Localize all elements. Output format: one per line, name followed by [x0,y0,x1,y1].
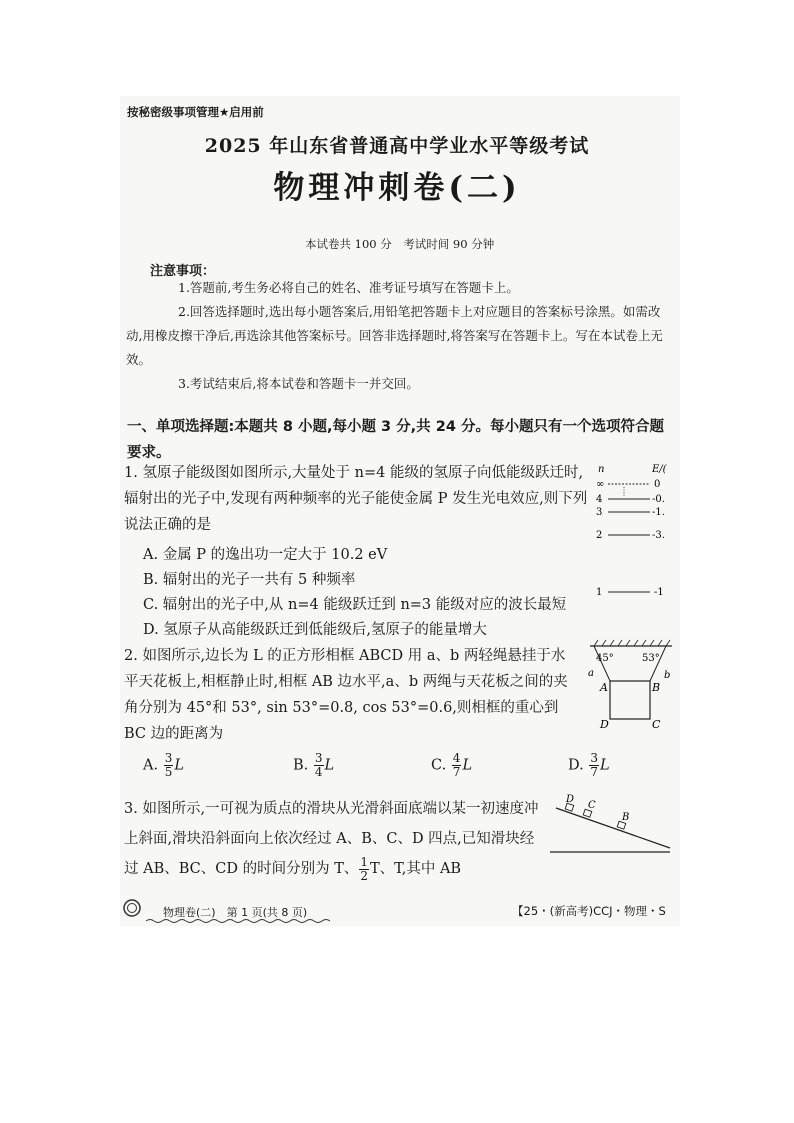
angle-a-label: 45° [596,653,614,664]
footer-wavy-line [146,918,336,924]
footer-page-info: 物理卷(二) 第 1 页(共 8 页) [163,906,308,919]
point-d-label: D [566,794,575,805]
incline-diagram [546,792,674,862]
q1-stem: 1. 氢原子能级图如图所示,大量处于 n=4 能级的氢原子向低能级跃迁时,辐射出的光子中,发现有两种频率的光子能使金属 P 发生光电效应,则下列说法正确的是 [124,465,588,533]
angle-b-label: 53° [642,653,660,664]
exam-info: 本试卷共 100 分 考试时间 90 分钟 [305,237,495,251]
q2-option-a-label: A. [143,757,159,774]
level-e-1: -1 [654,587,664,598]
q2-option-a-fraction: $\frac{3}{5}$ [164,751,173,779]
q1-option-d: D. 氢原子从高能级跃迁到低能级后,氢原子的能量增大 [143,622,487,638]
q1-option-a: A. 金属 P 的逸出功一定大于 10.2 eV [143,547,388,563]
q2-option-d-fraction: $\frac{3}{7}$ [590,751,598,779]
q2-option-b [293,752,334,779]
vertex-b-label: B [652,681,661,694]
level-e-inf: 0 [654,479,661,490]
q1-option-c: C. 辐射出的光子中,从 n=4 能级跃迁到 n=3 能级对应的波长最短 [143,597,567,613]
q1-option-b: B. 辐射出的光子一共有 5 种频率 [143,572,356,588]
level-e-4: -0. [652,494,665,505]
level-e-2: -3. [652,530,665,541]
q3-stem-fraction: $\frac{1}{2}$ [360,854,369,883]
notice-title: 注意事项： [150,264,216,279]
q2-option-d-label: D. [568,757,584,774]
q2-option-d [568,752,610,779]
level-n-1: 1 [596,587,603,598]
vertex-a-label: A [600,681,608,694]
footer-code: 【25・(新高考)CCJ・物理・S [512,904,666,918]
energy-col-e: E/( [652,464,667,475]
q2-stem: 2. 如图所示,边长为 L 的正方形相框 ABCD 用 a、b 两轻绳悬挂于水平天花板上,相框静止时,相框 AB 边水平,a、b 两绳与天花板之间的夹角分别为 45°和 53°, sin 53°=0.8, cos 53°=0.6,则相框的重心到 BC 边的距离为 [124,648,568,742]
q2-option-b-fraction: $\frac{3}{4}$ [314,751,323,779]
q3-stem-part1: 3. 如图所示,一可视为质点的滑块从光滑斜面底端以某一初速度冲上斜面,滑块沿斜面向上依次经过 A、B、C、D 四点,已知滑块经过 AB、BC、CD 的时间分别为 T、 [124,801,539,877]
confidential-label: 按秘密级事项管理★启用前 [127,105,264,119]
q3-stem [124,794,546,884]
notice-item-1: 1.答题前,考生务必将自己的姓名、准考证号填写在答题卡上。 [178,280,519,295]
logo-circle-icon [122,898,142,918]
level-n-3: 3 [596,507,603,518]
energy-col-n: n [598,464,605,475]
point-b-label: B [622,812,630,823]
vertex-d-label: D [600,718,609,731]
point-c-label: C [588,800,596,811]
section-heading: 一、单项选择题:本题共 8 小题,每小题 3 分,共 24 分。每小题只有一个选项符合题要求。 [127,419,664,461]
level-e-3: -1. [652,507,665,518]
paper-title: 物理冲刺卷(二) [273,170,521,206]
q2-option-c-label: C. [431,757,447,774]
q2-option-a [143,752,184,779]
q2-option-c-fraction: $\frac{4}{7}$ [452,751,461,779]
vertex-c-label: C [652,718,661,731]
q2-option-b-label: B. [293,757,309,774]
q2-option-a-var: L [174,757,184,774]
q3-stem-part2: T、T,其中 AB [370,861,462,877]
rope-b-label: b [664,670,671,681]
q2-option-c-var: L [462,757,473,774]
level-n-2: 2 [596,530,603,541]
notice-item-3: 3.考试结束后,将本试卷和答题卡一并交回。 [178,376,419,391]
notice-item-2: 2.回答选择题时,选出每小题答案后,用铅笔把答题卡上对应题目的答案标号涂黑。如需改动,用橡皮擦干净后,再选涂其他答案标号。回答非选择题时,将答案写在答题卡上。写在本试卷上无效。 [126,304,663,367]
q2-option-d-var: L [599,757,610,774]
frame-hanging-diagram [580,636,676,736]
rope-a-label: a [588,668,594,679]
q2-option-b-var: L [324,757,335,774]
level-n-4: 4 [596,494,603,505]
energy-level-diagram [594,460,674,600]
level-n-inf: ∞ [596,479,605,490]
exam-title: 2025 年山东省普通高中学业水平等级考试 [204,135,590,157]
q2-option-c [431,752,472,779]
